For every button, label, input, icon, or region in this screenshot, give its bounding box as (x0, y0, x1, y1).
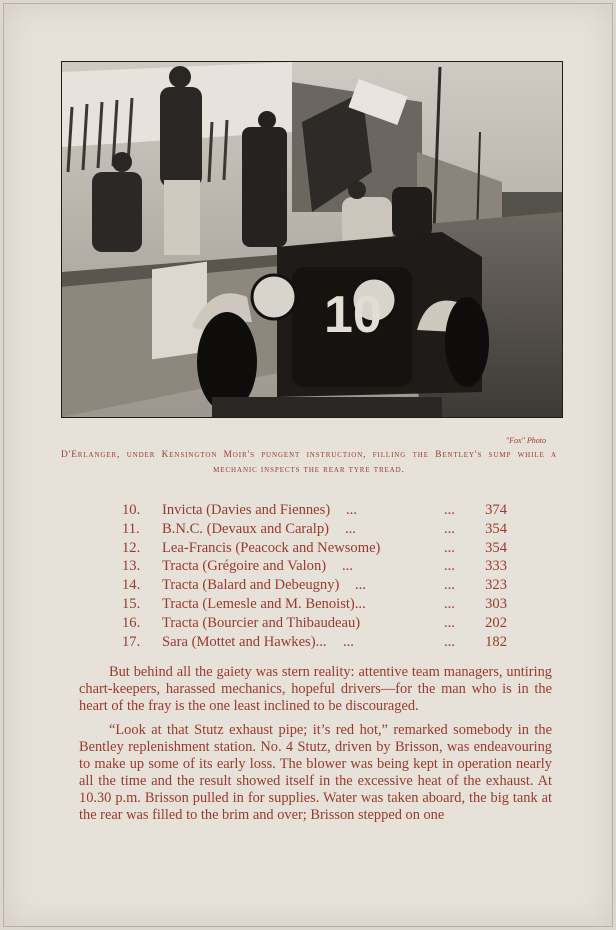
result-row (122, 557, 522, 576)
race-pit-photograph (61, 61, 563, 418)
result-position: 11. (122, 520, 140, 537)
result-score: 323 (485, 577, 507, 594)
result-lead-dots: ... (346, 502, 357, 518)
result-dots: ... (444, 520, 455, 537)
result-row (122, 520, 522, 539)
result-dots: ... (444, 614, 455, 631)
result-dots: ... (444, 577, 455, 594)
result-dots: ... (444, 502, 455, 518)
photo-credit: "Fox" Photo (505, 436, 546, 445)
result-score: 374 (485, 502, 507, 518)
result-score: 202 (485, 614, 507, 631)
result-entry: Sara (Mottet and Hawkes)... (162, 633, 327, 650)
result-dots: ... (444, 558, 455, 575)
car-number: 10 (324, 286, 382, 344)
result-row (122, 501, 522, 520)
result-score: 333 (485, 558, 507, 575)
result-score: 182 (485, 633, 507, 650)
result-row (122, 595, 522, 614)
result-dots: ... (444, 539, 455, 556)
result-lead-dots: ... (355, 577, 366, 594)
paragraph: “Look at that Stutz exhaust pipe; it’s red hot,” remarked somebody in the Bentley replenishment station. No. 4 Stutz, driven by Brisson, was endeavouring to make up some of its early loss. The blower was being kept in operation nearly all the time and the result showed itself in the excessive heat of the exhaust. At 10.30 p.m. Brisson pulled in for supplies. Water was taken aboard, the big tank at the rear was filled to the brim and over; Brisson stepped on one (79, 722, 552, 823)
book-page (3, 3, 613, 927)
result-position: 12. (122, 539, 141, 556)
result-position: 10. (122, 502, 141, 518)
result-position: 14. (122, 577, 141, 594)
result-row (122, 633, 522, 652)
result-entry: Lea-Francis (Peacock and Newsome) (162, 539, 381, 556)
result-entry: B.N.C. (Devaux and Caralp) (162, 520, 329, 537)
result-row (122, 539, 522, 558)
result-dots: ... (444, 595, 455, 612)
photo-drawing (62, 62, 562, 417)
result-lead-dots: ... (343, 633, 354, 650)
result-entry: Invicta (Davies and Fiennes) (162, 502, 331, 518)
result-entry: Tracta (Lemesle and M. Benoist)... (162, 595, 366, 612)
result-score: 354 (485, 539, 507, 556)
result-row (122, 576, 522, 595)
result-row (122, 614, 522, 633)
result-lead-dots: ... (342, 558, 353, 575)
paragraph: But behind all the gaiety was stern reality: attentive team managers, untiring chart-keepers, harassed mechanics, hopeful drivers—for the man who is in the heart of the fray is the one least inclined to be discouraged. (79, 664, 552, 714)
result-entry: Tracta (Bourcier and Thibaudeau) (162, 614, 361, 631)
result-position: 15. (122, 595, 141, 612)
result-lead-dots: ... (345, 520, 356, 537)
result-position: 13. (122, 558, 141, 575)
photo-caption: D'Erlanger, under Kensington Moir's pungent instruction, filling the Bentley's sump while a mechanic inspects the rear tyre tread. (61, 450, 557, 475)
result-score: 303 (485, 595, 507, 612)
result-entry: Tracta (Balard and Debeugny) (162, 577, 340, 594)
result-position: 17. (122, 633, 141, 650)
body-text (79, 664, 552, 831)
result-position: 16. (122, 614, 141, 631)
result-entry: Tracta (Grégoire and Valon) (162, 558, 327, 575)
results-list (122, 501, 522, 651)
result-dots: ... (444, 633, 455, 650)
result-score: 354 (485, 520, 507, 537)
